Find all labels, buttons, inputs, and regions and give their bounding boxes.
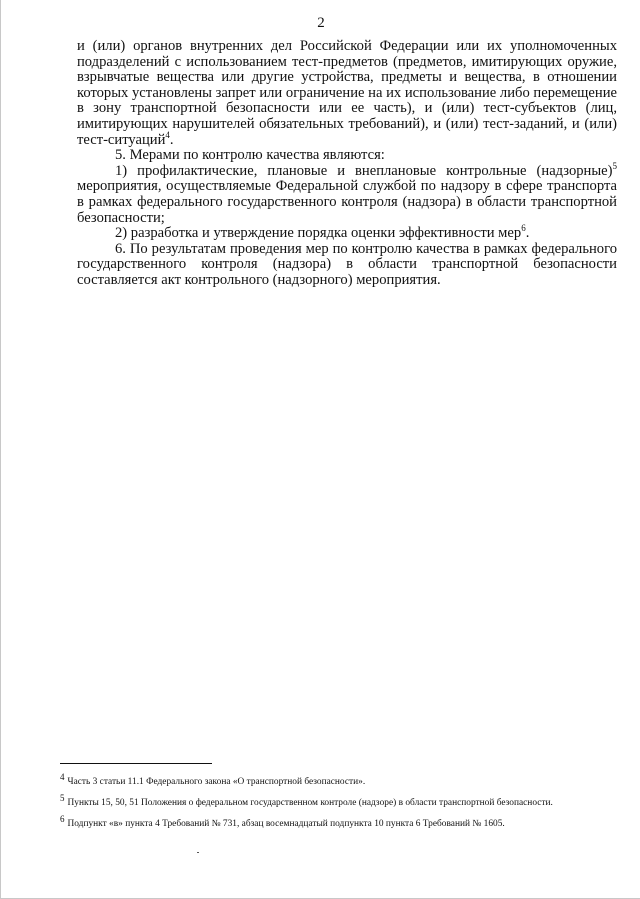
footnote-mark: 6 [60,814,65,824]
footnote-reference: 6 [521,223,526,234]
paragraph-text: 1) профилактические, плановые и внеплановые контрольные (надзорные) [115,162,613,179]
paragraph-subitem-1 [77,160,617,226]
paragraph-text: мероприятия, осуществляемые Федеральной службой по надзору в сфере транспорта в рамках федерального государственного контроля (надзора) в области транспортной безопасности; [77,178,617,226]
paragraph-subitem-2 [77,223,617,242]
paragraph-item-5: 5. Мерами по контролю качества являются: [115,147,385,164]
paragraph-item-6: 6. По результатам проведения мер по контролю качества в рамках федерального государственного контроля (надзора) в области транспортной безопасности составляется акт контрольного (надзорного) мероприятия. [77,240,617,288]
footnote-mark: 4 [60,772,65,782]
scan-speck [197,852,199,853]
paragraph-continuation [77,39,617,148]
footnote-reference: 5 [612,160,617,171]
footnote [60,813,606,830]
page-number: 2 [317,15,325,31]
footnote-reference: 4 [165,129,170,140]
paragraph-text: и (или) органов внутренних дел Российской Федерации или их уполномоченных подразделений с использованием тест-предметов (предметов, имитирующих оружие, взрывчатые вещества или другие устройства, предметы и вещества, в отношении которых установлены запрет или ограничение на их использование либо перемещение в зону транспортной безопасности или ее часть), и (или) тест-субъектов (лиц, имитирующих нарушителей обязательных требований), и (или) тест-заданий, и (или) тест-ситуаций [77,38,617,148]
document-body [77,39,617,289]
footnote-text: Часть 3 статьи 11.1 Федерального закона «О транспортной безопасности». [67,777,366,787]
footnote-text: Пункты 15, 50, 51 Положения о федеральном государственном контроле (надзоре) в области транспортной безопасности. [67,798,553,808]
paragraph-text: 2) разработка и утверждение порядка оценки эффективности мер [115,225,522,242]
paragraph-punctuation: . [169,131,174,148]
footnote-separator [60,763,212,764]
footnote-text: Подпункт «в» пункта 4 Требований № 731, абзац восемнадцатый подпункта 10 пункта 6 Требований № 1605. [67,819,505,829]
footnotes [60,771,606,834]
footnote [60,771,606,788]
footnote-mark: 5 [60,793,65,803]
paragraph-punctuation: . [525,225,530,242]
footnote [60,792,606,809]
